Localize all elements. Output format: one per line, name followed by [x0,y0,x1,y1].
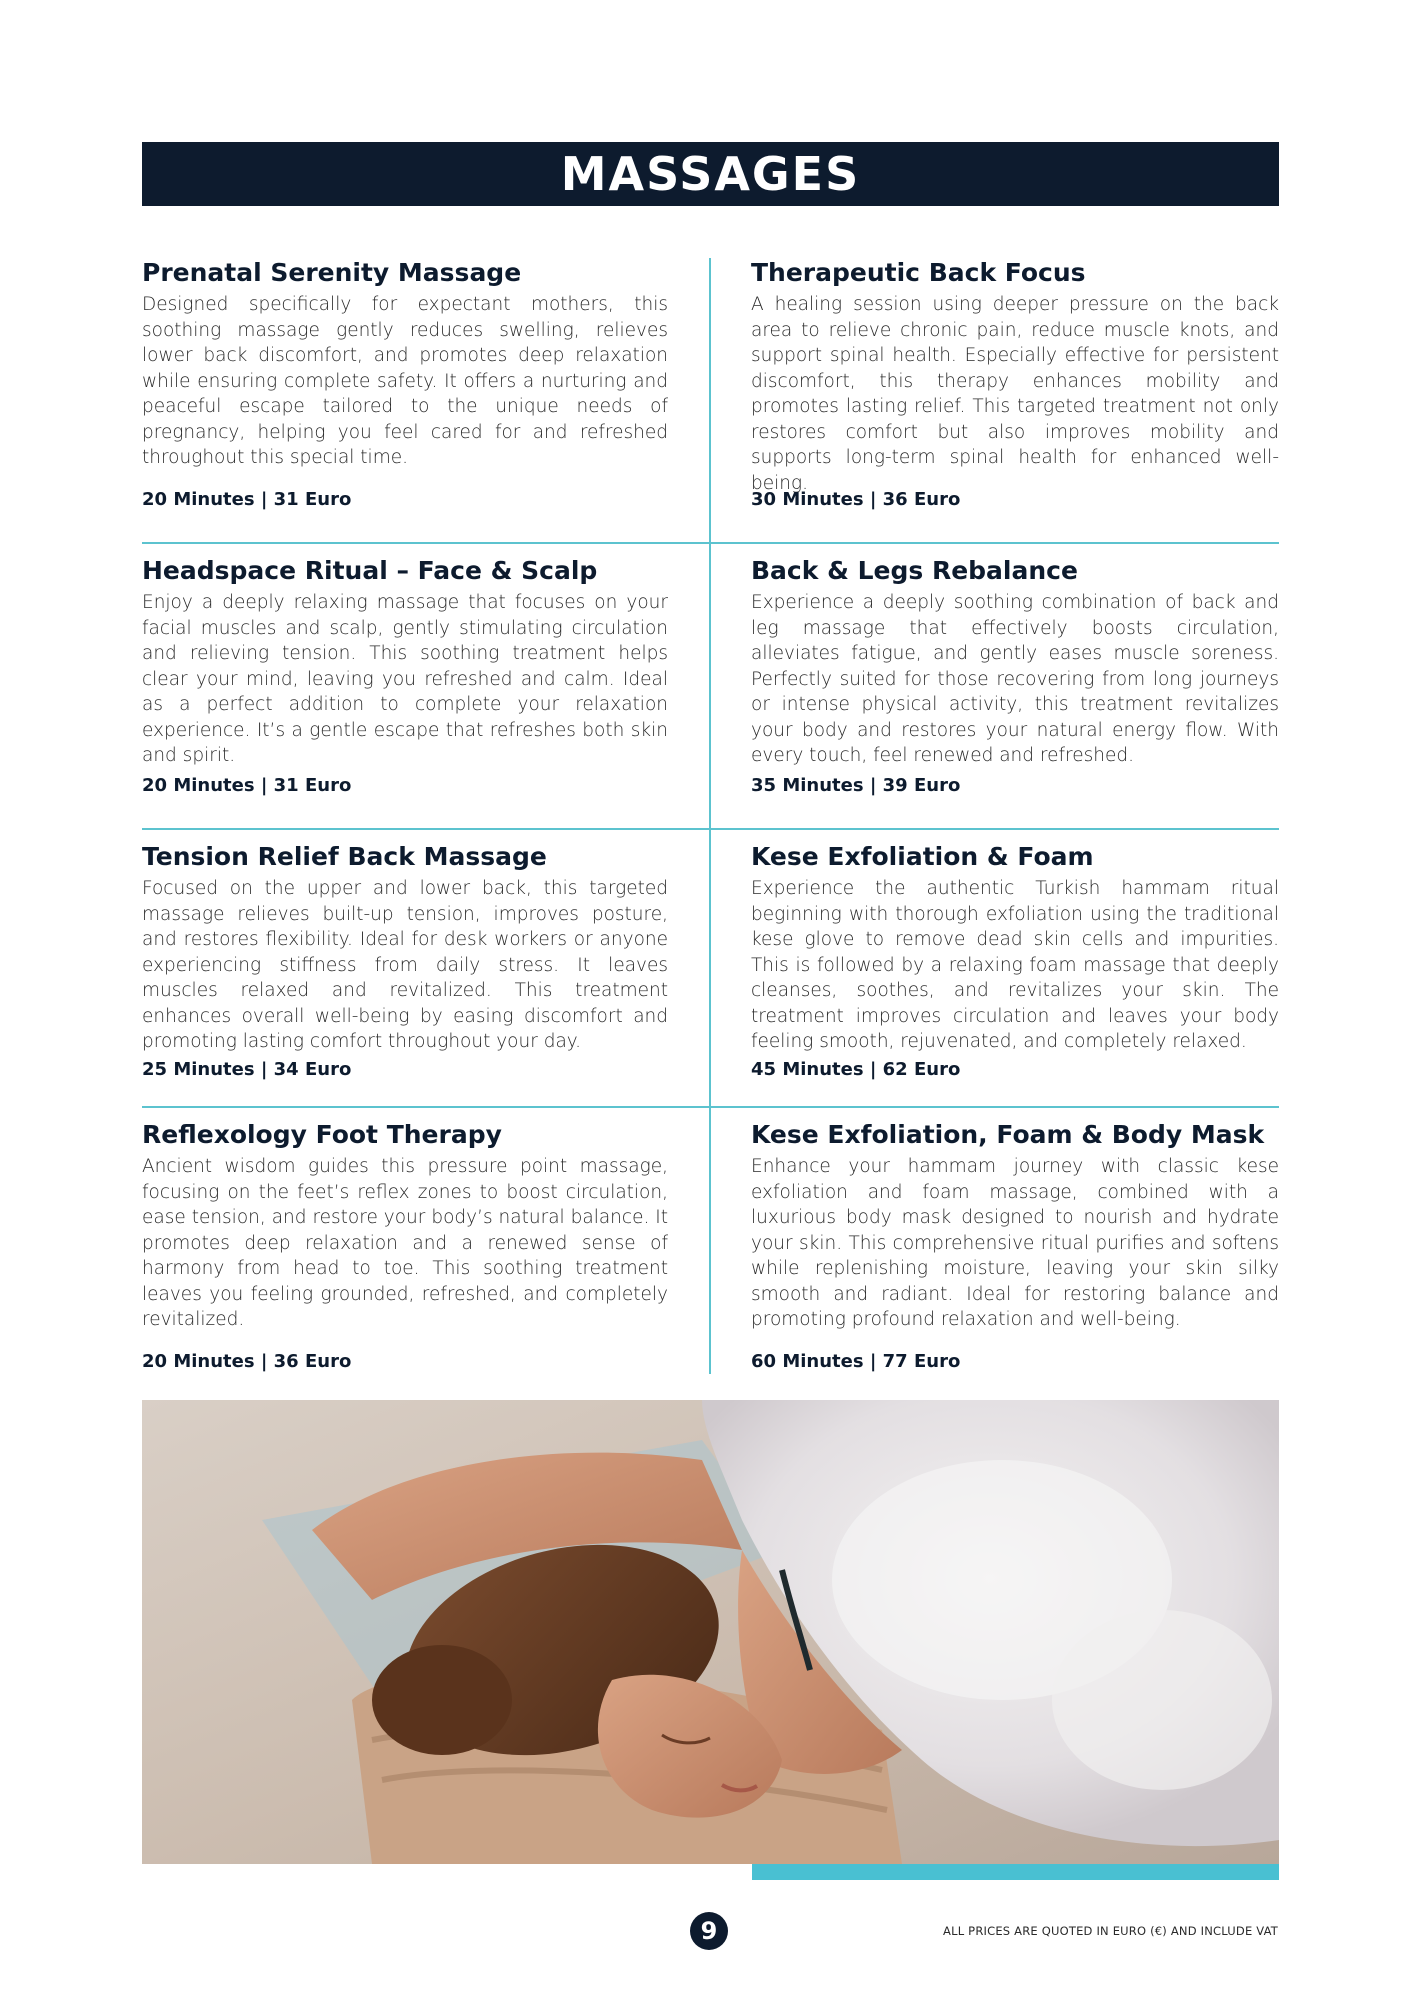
treatment-description: Experience a deeply soothing combination of back and leg massage that effectively boosts circulation, alleviates fatigue, and gently eases muscle soreness. Perfectly suited for those recovering from long journeys or intense physical activity, this treatment revitalizes your body and restores your natural energy flow. With every touch, feel renewed and refreshed. [751,592,1279,766]
treatment-card [710,830,1279,1108]
treatment-price: 30 Minutes | 36 Euro [751,489,961,510]
treatment-description: Ancient wisdom guides this pressure point massage, focusing on the feet’s reflex zones to boost circulation, ease tension, and restore your body’s natural balance. It promotes deep relaxation and a renewed sense of harmony from head to toe. This soothing treatment leaves you feeling grounded, refreshed, and completely revitalized. [142,1156,668,1330]
spa-photo [142,1400,1279,1864]
page-number: 9 [690,1912,728,1950]
treatment-description: Experience the authentic Turkish hammam ritual beginning with thorough exfoliation using the traditional kese glove to remove dead skin cells and impurities. This is followed by a relaxing foam massage that deeply cleanses, soothes, and revitalizes your skin. The treatment improves circulation and leaves your body feeling smooth, rejuvenated, and completely relaxed. [751,878,1279,1052]
treatment-card [142,544,710,830]
treatment-description: Enjoy a deeply relaxing massage that focuses on your facial muscles and scalp, gently stimulating circulation and relieving tension. This soothing treatment helps clear your mind, leaving you refreshed and calm. Ideal as a perfect addition to complete your relaxation experience. It’s a gentle escape that refreshes both skin and spirit. [142,592,668,766]
treatment-name: Headspace Ritual – Face & Scalp [142,556,598,585]
title-bar [142,142,1279,206]
treatment-description: A healing session using deeper pressure on the back area to relieve chronic pain, reduce muscle knots, and support spinal health. Especially effective for persistent discomfort, this therapy enhances mobility and promotes lasting relief. This targeted treatment not only restores comfort but also improves mobility and supports long-term spinal health for enhanced well-being. [751,294,1279,494]
treatment-price: 25 Minutes | 34 Euro [142,1059,352,1080]
treatment-name: Tension Relief Back Massage [142,842,547,871]
treatment-price: 20 Minutes | 31 Euro [142,775,352,796]
price-note: ALL PRICES ARE QUOTED IN EURO (€) AND INCLUDE VAT [943,1924,1278,1938]
accent-bar [752,1864,1279,1880]
treatment-description: Designed specifically for expectant mothers, this soothing massage gently reduces swelling, relieves lower back discomfort, and promotes deep relaxation while ensuring complete safety. It offers a nurturing and peaceful escape tailored to the unique needs of pregnancy, helping you feel cared for and refreshed throughout this special time. [142,294,668,468]
treatment-name: Kese Exfoliation, Foam & Body Mask [751,1120,1265,1149]
treatment-card [710,1108,1279,1374]
treatment-name: Kese Exfoliation & Foam [751,842,1094,871]
treatment-card [710,544,1279,830]
treatment-grid [142,258,1279,1374]
treatment-card [710,258,1279,544]
treatment-description: Focused on the upper and lower back, this targeted massage relieves built-up tension, improves posture, and restores flexibility. Ideal for desk workers or anyone experiencing stiffness from daily stress. It leaves muscles relaxed and revitalized. This treatment enhances overall well-being by easing discomfort and promoting lasting comfort throughout your day. [142,878,668,1052]
treatment-price: 35 Minutes | 39 Euro [751,775,961,796]
page-title: MASSAGES [560,147,861,201]
treatment-card [142,830,710,1108]
treatment-name: Back & Legs Rebalance [751,556,1078,585]
treatment-price: 45 Minutes | 62 Euro [751,1059,961,1080]
treatment-name: Reflexology Foot Therapy [142,1120,502,1149]
treatment-price: 60 Minutes | 77 Euro [751,1351,961,1372]
treatment-name: Therapeutic Back Focus [751,258,1086,287]
treatment-description: Enhance your hammam journey with classic kese exfoliation and foam massage, combined with a luxurious body mask designed to nourish and hydrate your skin. This comprehensive ritual purifies and softens while replenishing moisture, leaving your skin silky smooth and radiant. Ideal for restoring balance and promoting profound relaxation and well-being. [751,1156,1279,1330]
treatment-name: Prenatal Serenity Massage [142,258,522,287]
treatment-card [142,258,710,544]
treatment-card [142,1108,710,1374]
treatment-price: 20 Minutes | 36 Euro [142,1351,352,1372]
treatment-price: 20 Minutes | 31 Euro [142,489,352,510]
